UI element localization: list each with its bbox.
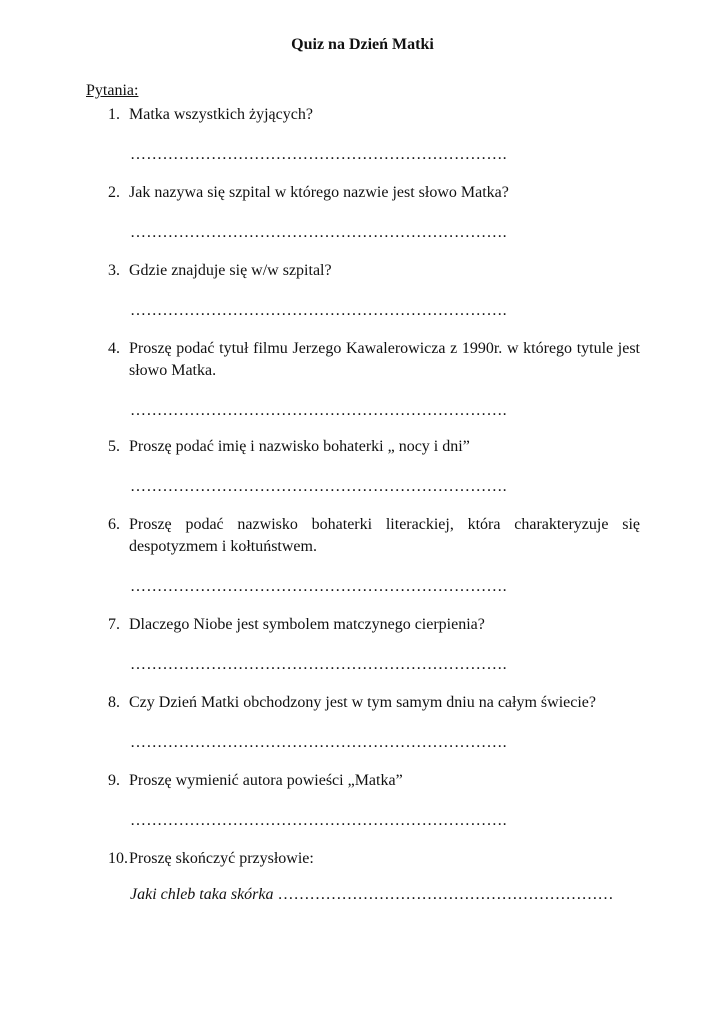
- proverb-line: [130, 886, 614, 904]
- question-text: Matka wszystkich żyjących?: [129, 106, 313, 123]
- answer-line-3[interactable]: …………………………………………………………….: [130, 302, 507, 319]
- question-number: 8.: [108, 694, 120, 711]
- question-3: [108, 260, 640, 282]
- question-text: Dlaczego Niobe jest symbolem matczynego cierpienia?: [129, 616, 485, 633]
- question-4: [108, 338, 640, 382]
- question-1: [108, 104, 640, 126]
- answer-line-5[interactable]: …………………………………………………………….: [130, 478, 507, 495]
- question-10: [108, 848, 640, 870]
- question-number: 1.: [108, 106, 120, 123]
- proverb-blank[interactable]: ………………………………………………………: [277, 886, 614, 903]
- section-label: Pytania:: [86, 82, 139, 99]
- question-text: Proszę podać imię i nazwisko bohaterki „ nocy i dni”: [129, 438, 470, 455]
- question-5: [108, 436, 640, 458]
- answer-line-7[interactable]: …………………………………………………………….: [130, 656, 507, 673]
- question-number: 7.: [108, 616, 120, 633]
- question-text: Gdzie znajduje się w/w szpital?: [129, 262, 332, 279]
- question-number: 4.: [108, 340, 120, 357]
- question-number: 9.: [108, 772, 120, 789]
- question-number: 5.: [108, 438, 120, 455]
- question-9: [108, 770, 640, 792]
- page-title: Quiz na Dzień Matki: [291, 36, 434, 53]
- question-text: Czy Dzień Matki obchodzony jest w tym samym dniu na całym świecie?: [129, 694, 596, 711]
- question-number: 10.: [108, 850, 128, 867]
- answer-line-4[interactable]: …………………………………………………………….: [130, 402, 507, 419]
- answer-line-6[interactable]: …………………………………………………………….: [130, 578, 507, 595]
- question-text: Proszę podać nazwisko bohaterki literackiej, która charakteryzuje się despotyzmem i kołtuństwem.: [129, 516, 640, 555]
- proverb-start: Jaki chleb taka skórka: [130, 886, 274, 903]
- question-number: 6.: [108, 516, 120, 533]
- answer-line-1[interactable]: …………………………………………………………….: [130, 146, 507, 163]
- answer-line-2[interactable]: …………………………………………………………….: [130, 224, 507, 241]
- question-text: Proszę podać tytuł filmu Jerzego Kawalerowicza z 1990r. w którego tytule jest słowo Matka.: [129, 340, 640, 379]
- question-number: 3.: [108, 262, 120, 279]
- question-text: Proszę wymienić autora powieści „Matka”: [129, 772, 403, 789]
- answer-line-9[interactable]: …………………………………………………………….: [130, 812, 507, 829]
- question-number: 2.: [108, 184, 120, 201]
- question-2: [108, 182, 640, 204]
- question-7: [108, 614, 640, 636]
- question-text: Jak nazywa się szpital w którego nazwie jest słowo Matka?: [129, 184, 509, 201]
- question-text: Proszę skończyć przysłowie:: [129, 850, 314, 867]
- question-6: [108, 514, 640, 558]
- answer-line-8[interactable]: …………………………………………………………….: [130, 734, 507, 751]
- question-8: [108, 692, 640, 714]
